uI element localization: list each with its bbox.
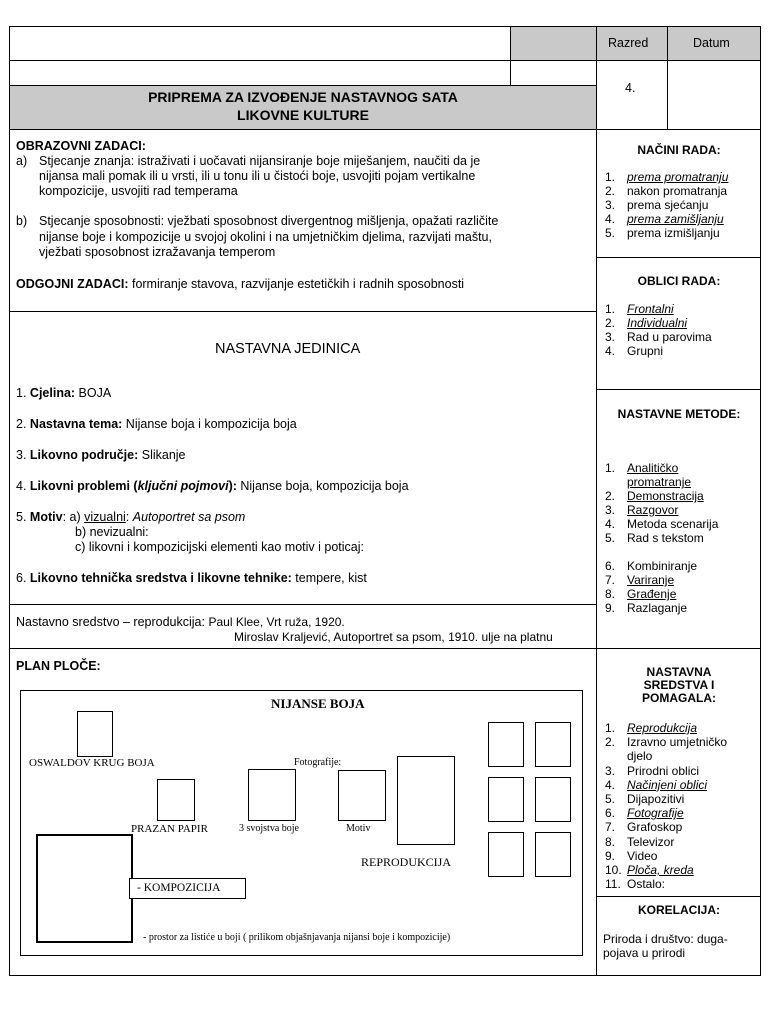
list-item: 4. Grupni: [605, 344, 664, 358]
item-label: Likovno područje:: [29, 448, 139, 462]
item-text: Razlaganje: [627, 601, 688, 615]
item-text: prema izmišljanju: [627, 226, 720, 240]
sredstva-heading-l1: NASTAVNA: [646, 665, 712, 679]
list-item: 5. Dijapozitivi: [605, 792, 685, 807]
datum-label: Datum: [693, 36, 730, 50]
item-num: 5.: [16, 510, 27, 524]
list-item: 2. Individualni: [605, 316, 688, 330]
item-text: Video: [627, 848, 658, 863]
zadatak-a-line: kompozicije, usvojiti rad temperama: [39, 184, 238, 198]
oswald-label: OSWALDOV KRUG BOJA: [29, 757, 155, 769]
item-text: Fotografije: [627, 806, 684, 821]
list-item: 5. prema izmišljanju: [605, 226, 720, 240]
list-item: 3. Prirodni oblici: [605, 763, 700, 778]
list-item: 10. Ploča, kreda: [605, 863, 694, 878]
oblici-list: [605, 302, 712, 358]
item-text: Variranje: [627, 573, 675, 587]
list-spacer: [605, 545, 718, 559]
korelacija-heading: KORELACIJA:: [637, 903, 720, 917]
divider: [667, 60, 668, 130]
photo-box: [488, 832, 524, 877]
sredstvo-line1: [16, 615, 345, 630]
list-item: 6. Kombiniranje: [605, 559, 698, 573]
item-text: Izravno umjetničko: [627, 735, 728, 750]
razred-label: Razred: [608, 36, 649, 50]
list-item: 9. Razlaganje: [605, 601, 688, 615]
jedinica-item-1: [16, 386, 111, 401]
kompozicija-label: - KOMPOZICIJA: [137, 882, 221, 894]
item-text: Ostalo:: [627, 877, 666, 892]
item-text: Dijapozitivi: [627, 792, 685, 807]
item-text: Metoda scenarija: [627, 517, 719, 531]
right-column-divider: [596, 60, 597, 976]
motiv-box: [338, 770, 386, 821]
list-item: 1. prema promatranju: [605, 170, 729, 184]
jedinica-item-4: [16, 479, 409, 494]
item-value: Autoportret sa psom: [132, 510, 246, 524]
jedinica-item-6: [16, 571, 367, 586]
sredstvo-line2: Miroslav Kraljević, Autoportret sa psom, 1910. ulje na platnu: [234, 630, 553, 644]
page-title-line1: PRIPREMA ZA IZVOĐENJE NASTAVNOG SATA: [148, 89, 458, 105]
board-title: NIJANSE BOJA: [271, 696, 365, 711]
item-text: Rad u parovima: [627, 330, 712, 344]
reprodukcija-label: REPRODUKCIJA: [361, 855, 452, 869]
list-item: 4. Metoda scenarija: [605, 517, 719, 531]
item-text: Frontalni: [627, 302, 674, 316]
divider: [9, 604, 597, 605]
list-item: 3. prema sjećanju: [605, 198, 709, 212]
list-item: 2. Izravno umjetničko: [605, 735, 728, 750]
photo-box: [488, 777, 524, 822]
jedinica-item-5b: b) nevizualni:: [75, 525, 149, 539]
item-label: ):: [228, 479, 237, 493]
zadatak-b-marker: b): [16, 214, 28, 228]
item-text: Kombiniranje: [627, 559, 698, 573]
item-text: Građenje: [627, 587, 677, 601]
prazan-papir-label: PRAZAN PAPIR: [131, 823, 208, 835]
fotografije-label: Fotografije:: [294, 757, 342, 768]
jedinica-item-3: [16, 448, 186, 463]
reprodukcija-box: [397, 756, 455, 845]
list-item: 4. prema zamišljanju: [605, 212, 724, 226]
item-text: Televizor: [627, 834, 675, 849]
prostor-label: - prostor za listiće u boji ( prilikom objašnjavanja nijansi boje i kompozicije): [143, 932, 451, 943]
item-value: Nijanse boja, kompozicija boja: [236, 479, 409, 493]
item-label: Motiv: [29, 510, 63, 524]
header-grey-cell: [510, 26, 597, 61]
divider: [596, 257, 761, 258]
item-num: 1.: [16, 386, 27, 400]
odgojni-text: formiranje stavova, razvijanje estetičkih i radnih sposobnosti: [128, 277, 465, 291]
sredstva-heading-l3: POMAGALA:: [642, 691, 716, 705]
item-sublabel: vizualni: [84, 510, 126, 524]
list-item: 1. Frontalni: [605, 302, 674, 316]
item-label: Cjelina:: [29, 386, 76, 400]
zadatak-b-line: Stjecanje sposobnosti: vježbati sposobnost divergentnog mišljenja, opažati različite: [39, 214, 499, 228]
item-text: Ploča, kreda: [627, 863, 694, 878]
item-text: djelo: [627, 749, 653, 764]
list-item: 9. Video: [605, 848, 658, 863]
photo-box: [535, 777, 571, 822]
prazan-papir-box: [157, 779, 195, 821]
oswald-box: [77, 711, 113, 757]
metode-list: [605, 461, 718, 615]
plan-heading: PLAN PLOČE:: [16, 659, 101, 673]
item-text: promatranje: [627, 475, 692, 489]
obrazovni-heading: OBRAZOVNI ZADACI:: [16, 139, 146, 153]
list-item: 1. Analitičko: [605, 461, 679, 475]
razred-value: 4.: [625, 81, 636, 95]
blank-cell: [510, 60, 597, 86]
item-text: Rad s tekstom: [627, 531, 704, 545]
list-item: 3. Razgovor: [605, 503, 679, 517]
page-title-line2: LIKOVNE KULTURE: [237, 107, 369, 123]
sredstvo-value: Paul Klee, Vrt ruža, 1920.: [208, 615, 345, 629]
item-label: Likovni problemi (: [29, 479, 138, 493]
odgojni-zadaci: [16, 277, 464, 292]
list-item: 8. Građenje: [605, 587, 677, 601]
list-item: 2. Demonstracija: [605, 489, 704, 503]
list-item: 7. Grafoskop: [605, 820, 683, 835]
zadatak-a-line: Stjecanje znanja: istraživati i uočavati nijansiranje boje miješanjem, naučiti da je: [39, 154, 481, 168]
sredstva-list: [605, 721, 727, 891]
jedinica-heading: NASTAVNA JEDINICA: [215, 341, 361, 357]
list-item: [605, 749, 727, 763]
metode-heading: NASTAVNE METODE:: [617, 407, 741, 421]
svojstva-box: [248, 769, 296, 821]
list-item: 2. nakon promatranja: [605, 184, 728, 198]
jedinica-item-2: [16, 417, 297, 432]
divider: [9, 60, 761, 61]
item-text: prema zamišljanju: [627, 212, 724, 226]
zadatak-a-line: nijansa mali pomak ili u vrsti, ili u tonu ili u čistoći boje, usvojiti pojam vertikalne: [39, 169, 476, 183]
nacini-list: [605, 170, 728, 240]
item-text: Grupni: [627, 344, 664, 358]
item-value: BOJA: [75, 386, 112, 400]
motiv-label: Motiv: [346, 823, 371, 834]
zadatak-b-line: vježbati sposobnost izražavanja temperom: [39, 245, 276, 259]
item-num: 6.: [16, 571, 27, 585]
list-item: [605, 475, 718, 489]
item-text: Demonstracija: [627, 489, 704, 503]
item-label: Nastavna tema:: [29, 417, 123, 431]
oblici-heading: OBLICI RADA:: [637, 274, 721, 288]
korelacija-line1: Priroda i društvo: duga-: [603, 932, 728, 946]
list-item: 1. Reprodukcija: [605, 721, 698, 735]
photo-box: [488, 722, 524, 767]
divider: [596, 896, 761, 897]
odgojni-heading: ODGOJNI ZADACI:: [16, 277, 129, 291]
item-text: nakon promatranja: [627, 184, 728, 198]
item-text: Individualni: [627, 316, 688, 330]
kompozicija-area: [36, 834, 133, 943]
item-marker: : a): [62, 510, 81, 524]
item-value: Slikanje: [138, 448, 186, 462]
photo-box: [535, 722, 571, 767]
nacini-heading: NAČINI RADA:: [637, 143, 721, 157]
item-value: tempere, kist: [291, 571, 367, 585]
zadatak-a-marker: a): [16, 154, 28, 168]
divider: [596, 389, 761, 390]
item-text: Prirodni oblici: [627, 763, 700, 778]
list-item: 3. Rad u parovima: [605, 330, 712, 344]
svojstva-label: 3 svojstva boje: [239, 823, 299, 834]
item-num: 3.: [16, 448, 27, 462]
list-item: 4. Načinjeni oblici: [605, 777, 708, 792]
item-text: prema sjećanju: [627, 198, 709, 212]
item-value: Nijanse boja i kompozicija boja: [122, 417, 297, 431]
list-item: 8. Televizor: [605, 834, 675, 849]
jedinica-item-5c: c) likovni i kompozicijski elementi kao motiv i poticaj:: [75, 540, 364, 554]
item-label: Likovno tehnička sredstva i likovne tehnike:: [29, 571, 292, 585]
list-item: 5. Rad s tekstom: [605, 531, 704, 545]
list-item: 7. Variranje: [605, 573, 675, 587]
list-item: 11. Ostalo:: [605, 877, 666, 892]
zadatak-b-line: nijanse boje i kompozicije u svojoj okolini i na umjetničkim djelima, razvijati maštu,: [39, 230, 492, 244]
item-label-italic: ključni pojmovi: [137, 479, 229, 493]
item-text: Analitičko: [627, 461, 679, 475]
item-text: Reprodukcija: [627, 721, 698, 735]
item-text: Grafoskop: [627, 820, 683, 835]
item-text: Načinjeni oblici: [627, 777, 708, 792]
item-num: 2.: [16, 417, 27, 431]
divider: [9, 648, 761, 649]
divider: [9, 311, 597, 312]
sredstvo-prefix: Nastavno sredstvo – reprodukcija:: [16, 615, 209, 629]
photo-box: [535, 832, 571, 877]
sredstva-heading-l2: SREDSTVA I: [643, 678, 715, 692]
korelacija-line2: pojava u prirodi: [603, 946, 686, 960]
list-item: 6. Fotografije: [605, 806, 684, 821]
item-num: 4.: [16, 479, 27, 493]
jedinica-item-5: 5. Motiv: a) vizualni: Autoportret sa psom: [16, 510, 246, 524]
item-text: Razgovor: [627, 503, 679, 517]
divider: [596, 129, 761, 130]
item-text: prema promatranju: [627, 170, 729, 184]
